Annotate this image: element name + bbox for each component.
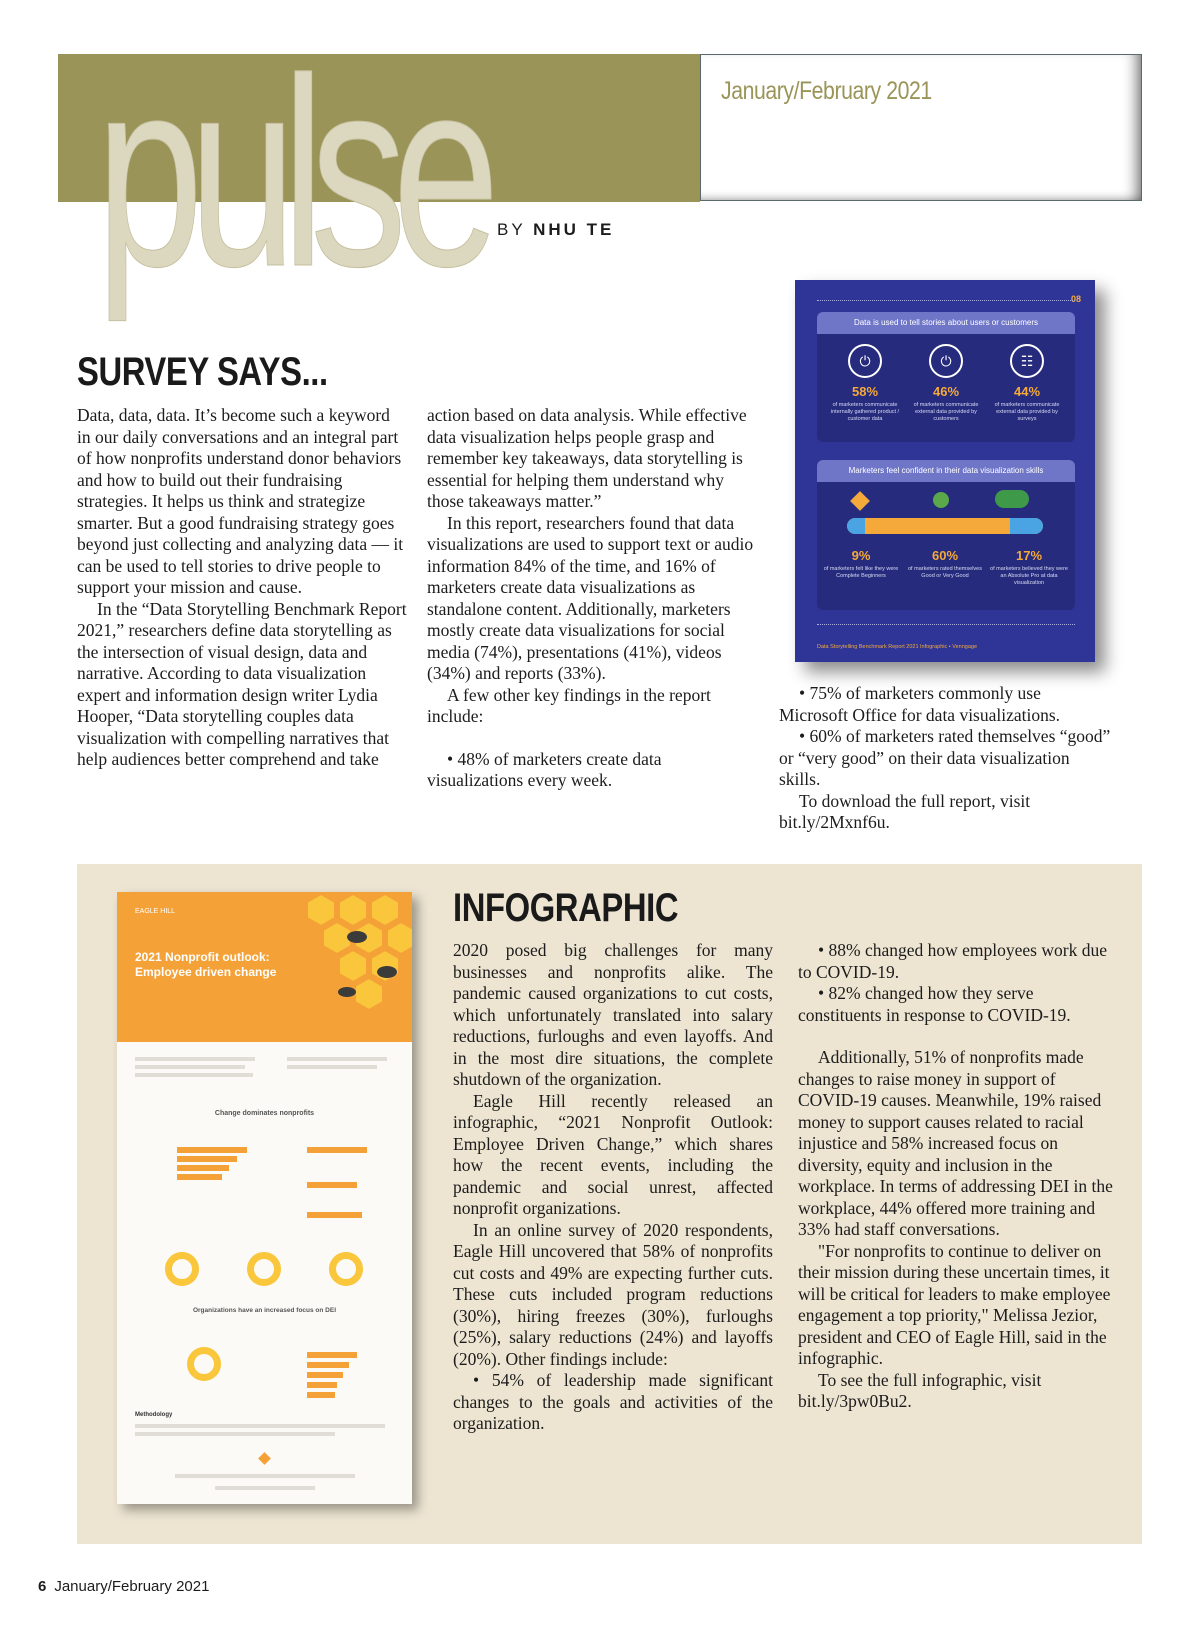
- stat-caption: of marketers communicate internally gathered product / customer data: [830, 402, 900, 422]
- byline-prefix: BY: [497, 220, 526, 239]
- infographic-headline: INFOGRAPHIC: [453, 886, 679, 930]
- donut-chart: [187, 1347, 221, 1381]
- infographic-footer: Data Storytelling Benchmark Report 2021 Infographic • Venngage: [817, 644, 977, 650]
- stat-9: [821, 542, 901, 580]
- infographic-bullet: • 82% changed how they serve constituents in response to COVID-19.: [798, 983, 1071, 1025]
- stat-44: [987, 344, 1067, 423]
- survey-column-1: [77, 405, 407, 771]
- data-storytelling-infographic: [795, 280, 1095, 662]
- survey-paragraph: action based on data analysis. While effective data visualization helps people grasp and remember key takeaways, data storytelling is essential for helping them understand why those takeaways matter.”: [427, 405, 747, 511]
- page-footer: [38, 1578, 209, 1595]
- donut-chart: [329, 1252, 363, 1286]
- survey-paragraph: In this report, researchers found that data visualizations are used to support text or audio information 84% of the time, and 16% of marketers create data visualizations as standalone content. Additionally, marketers mostly create data visualizations for social media (74%), presentations (41%), videos (34%) and reports (33%).: [427, 512, 754, 683]
- masthead-date: January/February 2021: [721, 77, 932, 105]
- eagle-hill-title-line: 2021 Nonprofit outlook:: [135, 950, 270, 964]
- infographic-paragraph: In an online survey of 2020 respondents, Eagle Hill uncovered that 58% of nonprofits cut costs and 49% are expecting further cuts. These cuts included program reductions (30%), hiring freezes (30%), furloughs (25%), salary reductions (24%) and layoffs (20%). Other findings include:: [453, 1219, 773, 1369]
- orange-bar: [307, 1372, 343, 1378]
- orange-bar: [177, 1165, 229, 1171]
- text-line: [287, 1065, 377, 1069]
- text-line: [135, 1424, 385, 1428]
- stat-58: [825, 344, 905, 423]
- stat-caption: of marketers communicate external data provided by surveys: [994, 402, 1060, 422]
- infographic-quote: "For nonprofits to continue to deliver on their mission during these uncertain times, it will be critical for leaders to make employee engagement a top priority," Melissa Jezior, president and CEO of Eagle Hill, said in the infographic.: [798, 1240, 1111, 1368]
- methodology-label: Methodology: [135, 1412, 173, 1418]
- infographic-paragraph: Additionally, 51% of nonprofits made changes to raise money in support of COVID-19 causes. Meanwhile, 19% raised money to support causes related to racial injustice and 58% increased focus on diversity, equity and inclusion in the workplace. In terms of addressing DEI in the workplace, 44% offered more training and 33% had staff conversations.: [798, 1047, 1113, 1239]
- stat-caption: of marketers rated themselves Good or Very Good: [908, 566, 982, 579]
- orange-bar: [307, 1182, 357, 1188]
- survey-bullet: • 48% of marketers create data visualizations every week.: [427, 748, 662, 790]
- stat-caption: of marketers felt like they were Complete Beginners: [823, 566, 899, 579]
- infographic-column-1: [453, 940, 773, 1435]
- tree-icon: [933, 492, 949, 508]
- orange-bar: [177, 1174, 222, 1180]
- orange-bar: [177, 1156, 237, 1162]
- byline: [497, 220, 614, 240]
- stories-panel: [817, 312, 1075, 442]
- infographic-bullet: • 54% of leadership made significant changes to the goals and activities of the organization.: [453, 1370, 773, 1433]
- byline-author: NHU TE: [533, 220, 615, 239]
- power-icon: ⏻: [929, 344, 963, 378]
- stat-percent: 60%: [931, 548, 959, 563]
- eagle-hill-infographic: [117, 892, 412, 1504]
- stat-caption: of marketers communicate external data provided by customers: [913, 402, 979, 422]
- infographic-paragraph: To see the full infographic, visit bit.ly/3pw0Bu2.: [798, 1369, 1042, 1411]
- confidence-bar: [847, 518, 1043, 534]
- masthead-date-box: [700, 54, 1142, 201]
- stat-percent: 9%: [851, 548, 871, 563]
- infographic-column-2: [798, 940, 1120, 1413]
- infographic-page-number: 08: [1070, 294, 1081, 304]
- divider: [817, 300, 1075, 301]
- divider: [817, 624, 1075, 625]
- stat-percent: 58%: [851, 384, 879, 399]
- text-line: [215, 1486, 315, 1490]
- confidence-panel-title: Marketers feel confident in their data visualization skills: [817, 460, 1075, 482]
- survey-column-2: [427, 405, 757, 792]
- orange-bar: [307, 1147, 367, 1153]
- eagle-hill-mark-icon: [258, 1452, 271, 1465]
- survey-paragraph: A few other key findings in the report include:: [427, 684, 711, 726]
- text-line: [175, 1474, 355, 1478]
- survey-column-3: [779, 683, 1114, 834]
- power-icon: ⏻: [848, 344, 882, 378]
- infographic-bullet: • 88% changed how employees work due to COVID-19.: [798, 940, 1107, 982]
- stories-panel-title: Data is used to tell stories about users or customers: [817, 312, 1075, 334]
- bar-segment-beginner: [847, 518, 865, 534]
- text-line: [135, 1073, 253, 1077]
- donut-chart: [247, 1252, 281, 1286]
- page-number: 6: [38, 1578, 47, 1595]
- donut-chart: [165, 1252, 199, 1286]
- forest-icon: [995, 490, 1029, 508]
- survey-headline: SURVEY SAYS...: [77, 350, 328, 394]
- eagle-hill-title-line: Employee driven change: [135, 965, 277, 979]
- survey-bullet: • 75% of marketers commonly use Microsoft Office for data visualizations.: [779, 683, 1061, 725]
- eagle-hill-title: [135, 950, 276, 980]
- footer-date: January/February 2021: [54, 1578, 210, 1595]
- bar-segment-good: [865, 518, 1010, 534]
- eagle-hill-section-title: Organizations have an increased focus on DEI: [192, 1307, 337, 1314]
- survey-paragraph: Data, data, data. It’s become such a keyword in our daily conversations and an integral part of how nonprofits understand donor behaviors and how to build out their fundraising strategies. It helps us think and strategize smarter. But a good fundraising strategy goes beyond just collecting and analyzing data — it can be used to tell stories to drive people to support your mission and cause.: [77, 405, 404, 597]
- orange-bar: [307, 1362, 349, 1368]
- stat-46: [906, 344, 986, 423]
- infographic-paragraph: Eagle Hill recently released an infographic, “2021 Nonprofit Outlook: Employee Driven Change,” which shares how the recent events, including the pandemic and social unrest, affected nonprofit organizations.: [453, 1090, 773, 1218]
- stat-percent: 17%: [1015, 548, 1043, 563]
- survey-bullet: • 60% of marketers rated themselves “good” or “very good” on their data visualization skills.: [779, 726, 1111, 789]
- honeycomb-graphic: [287, 892, 412, 1042]
- text-line: [135, 1065, 245, 1069]
- stat-caption: of marketers believed they were an Absolute Pro at data visualization: [990, 566, 1068, 586]
- survey-paragraph: In the “Data Storytelling Benchmark Report 2021,” researchers define data storytelling as the intersection of visual design, data and narrative. According to data visualization expert and information design writer Lydia Hooper, “Data storytelling couples data visualization with compelling narratives that help audiences better comprehend and take: [77, 598, 407, 769]
- clipboard-icon: ☷: [1010, 344, 1044, 378]
- orange-bar: [307, 1212, 362, 1218]
- text-line: [135, 1057, 255, 1061]
- stat-60: [905, 542, 985, 580]
- orange-bar: [307, 1352, 357, 1358]
- survey-paragraph: To download the full report, visit bit.ly/2Mxnf6u.: [779, 790, 1031, 832]
- orange-bar: [177, 1147, 247, 1153]
- eagle-hill-brand: EAGLE HILL: [135, 908, 176, 915]
- stat-percent: 44%: [1013, 384, 1041, 399]
- text-line: [135, 1432, 335, 1436]
- confidence-panel: [817, 460, 1075, 610]
- orange-bar: [307, 1382, 337, 1388]
- bar-segment-pro: [1010, 518, 1043, 534]
- stat-percent: 46%: [932, 384, 960, 399]
- orange-bar: [307, 1392, 335, 1398]
- text-line: [287, 1057, 387, 1061]
- eagle-hill-section-title: Change dominates nonprofits: [214, 1110, 315, 1117]
- pulse-logo: pulse: [96, 22, 486, 322]
- seedling-icon: [850, 491, 870, 511]
- infographic-paragraph: 2020 posed big challenges for many businesses and nonprofits alike. The pandemic caused organizations to cut costs, which unfortunately translated into salary reductions, furloughs and even layoffs. And in the most dire situations, the complete shutdown of the organization.: [453, 940, 773, 1089]
- stat-17: [989, 542, 1069, 587]
